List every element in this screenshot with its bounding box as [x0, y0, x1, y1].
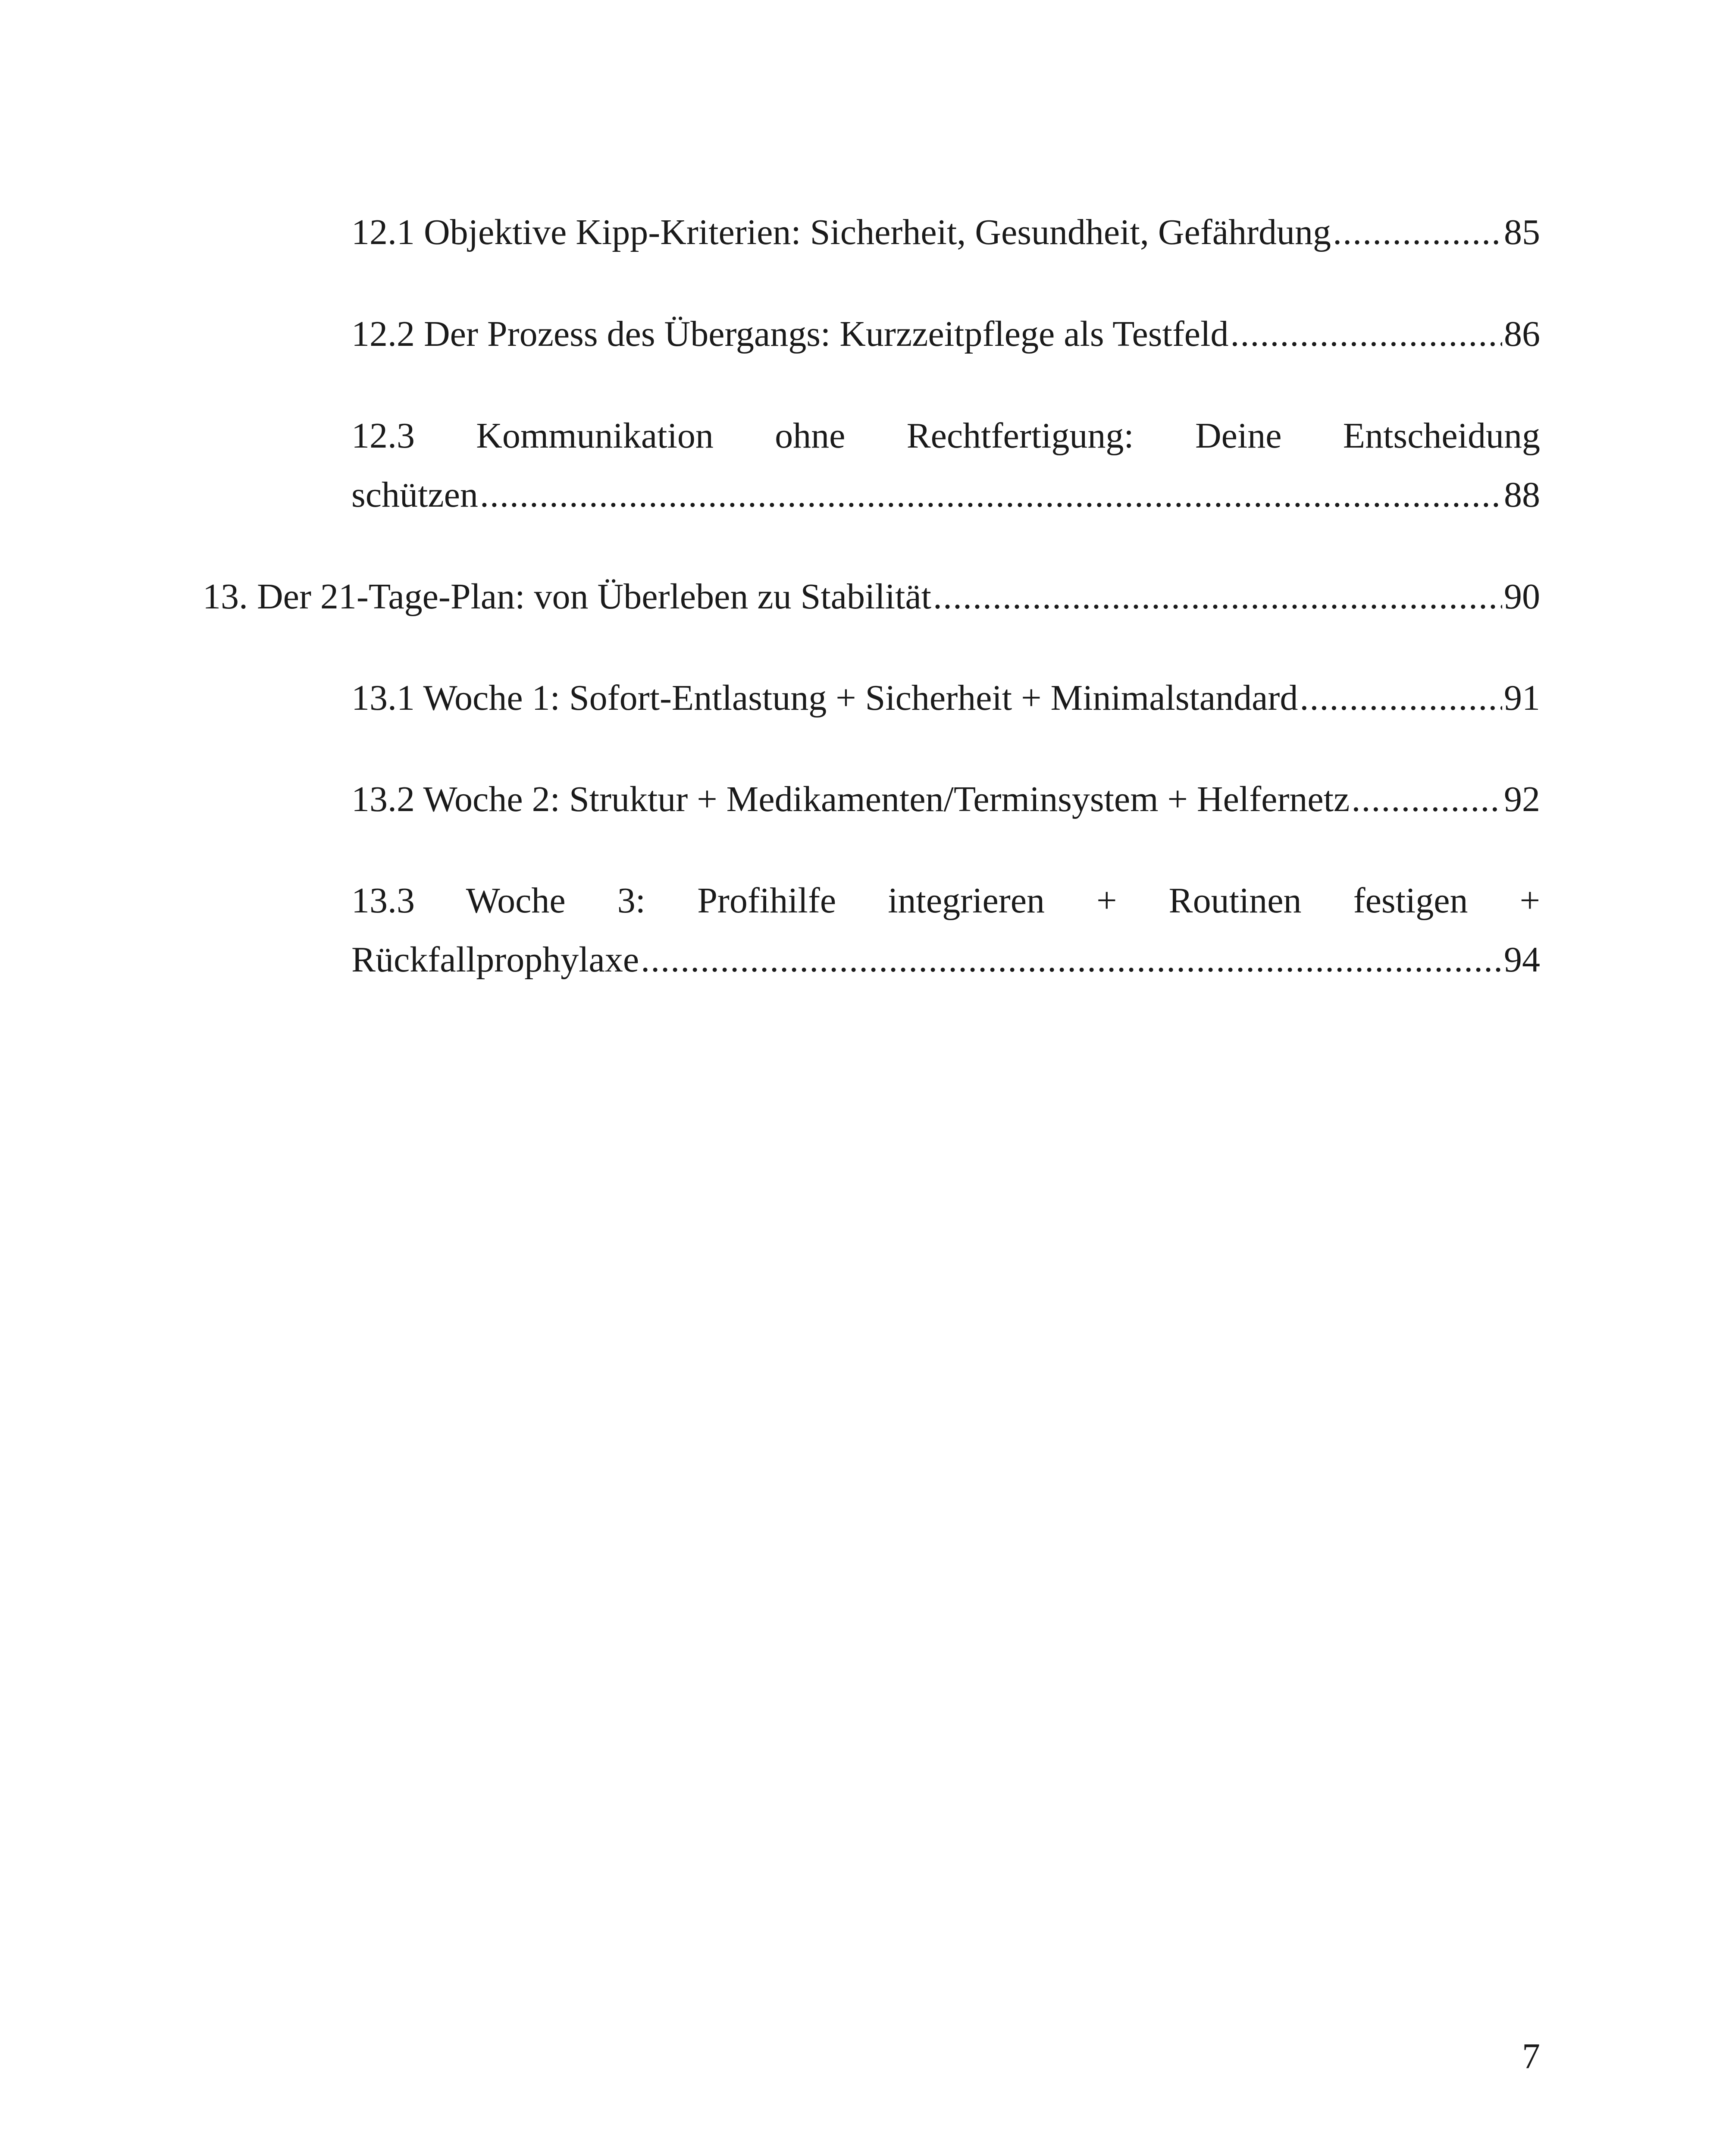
toc-page-number: 85: [1504, 212, 1540, 252]
toc-page-number: 92: [1504, 779, 1540, 819]
toc-page-number: 88: [1504, 475, 1540, 515]
toc-entry-title: 13.2 Woche 2: Struktur + Medikamenten/Terminsystem + Helfernetz: [351, 779, 1350, 819]
dot-leader: [1333, 203, 1502, 262]
toc-entry-13-2[interactable]: [351, 770, 1540, 829]
toc-entry-title: 13. Der 21-Tage-Plan: von Überleben zu Stabilität: [203, 577, 931, 617]
toc-entry-title-line2: Rückfallprophylaxe: [351, 940, 639, 980]
dot-leader: [933, 567, 1502, 626]
toc-entry-13-1[interactable]: [351, 668, 1540, 727]
toc-entry-13-3[interactable]: [351, 871, 1540, 989]
toc-entry-title-line1: 12.3 Kommunikation ohne Rechtfertigung: Deine Entscheidung: [351, 416, 1540, 456]
dot-leader: [1351, 770, 1502, 829]
dot-leader: [480, 465, 1502, 524]
toc-entry-title: 12.2 Der Prozess des Übergangs: Kurzzeitpflege als Testfeld: [351, 314, 1229, 354]
toc-page-number: 94: [1504, 940, 1540, 980]
toc-page-number: 91: [1504, 678, 1540, 718]
page-number: 7: [1522, 2036, 1540, 2076]
toc-entry-12-3[interactable]: [351, 406, 1540, 524]
toc-entry-12-1[interactable]: [351, 203, 1540, 262]
toc-entry-title: 12.1 Objektive Kipp-Kriterien: Sicherheit, Gesundheit, Gefährdung: [351, 212, 1331, 252]
toc-page-number: 86: [1504, 314, 1540, 354]
dot-leader: [1230, 304, 1502, 364]
toc-entry-title-line1: 13.3 Woche 3: Profihilfe integrieren + Routinen festigen +: [351, 881, 1540, 921]
toc-page-number: 90: [1504, 577, 1540, 617]
toc-entry-title: 13.1 Woche 1: Sofort-Entlastung + Sicherheit + Minimalstandard: [351, 678, 1298, 718]
toc-entry-13[interactable]: [203, 567, 1540, 626]
dot-leader: [1300, 668, 1502, 727]
dot-leader: [641, 930, 1502, 989]
toc-entry-12-2[interactable]: [351, 304, 1540, 364]
toc-entry-title-line2: schützen: [351, 475, 478, 515]
